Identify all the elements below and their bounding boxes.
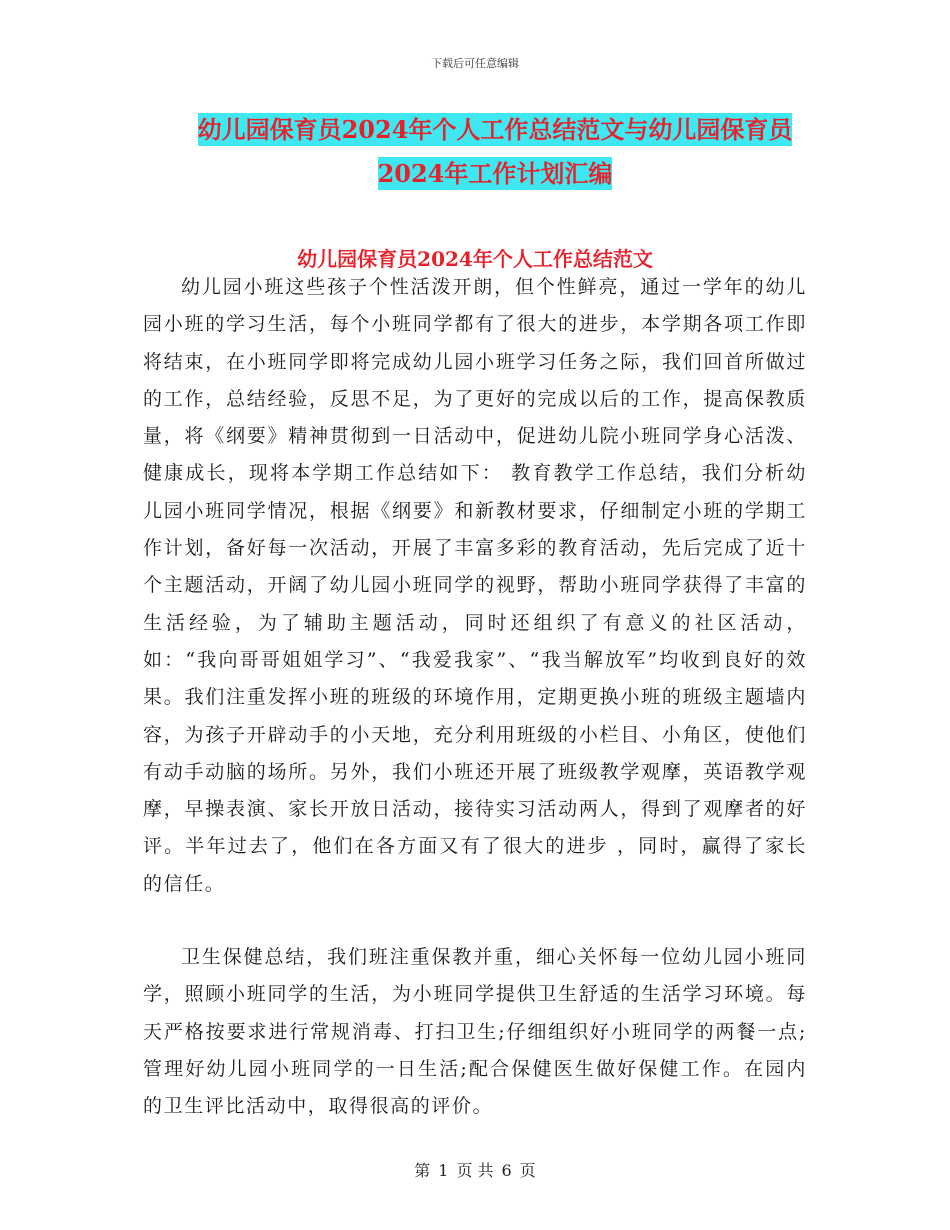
footer-suffix: 页 bbox=[519, 1161, 536, 1180]
page-footer bbox=[0, 1158, 950, 1181]
section-title: 幼儿园保育员2024年个人工作总结范文 bbox=[297, 247, 653, 271]
footer-page-number: 1 bbox=[438, 1161, 449, 1180]
document-title bbox=[170, 108, 820, 196]
paragraph-1: 幼儿园小班这些孩子个性活泼开朗，但个性鲜亮，通过一学年的幼儿园小班的学习生活，每个小班同学都有了很大的进步，本学期各项工作即将结束，在小班同学即将完成幼儿园小班学习任务之际，我们回首所做过的工作，总结经验，反思不足，为了更好的完成以后的工作，提高保教质量，将《纲要》精神贯彻到一日活动中，促进幼儿院小班同学身心活泼、健康成长，现将本学期工作总结如下： 教育教学工作总结，我们分析幼儿园小班同学情况，根据《纲要》和新教材要求，仔细制定小班的学期工作计划，备好每一次活动，开展了丰富多彩的教育活动，先后完成了近十个主题活动，开阔了幼儿园小班同学的视野，帮助小班同学获得了丰富的生活经验，为了辅助主题活动，同时还组织了有意义的社区活动，如：“我向哥哥姐姐学习”、“我爱我家”、“我当解放军”均收到良好的效果。我们注重发挥小班的班级的环境作用，定期更换小班的班级主题墙内容，为孩子开辟动手的小天地，充分利用班级的小栏目、小角区，使他们有动手动脑的场所。另外，我们小班还开展了班级教学观摩，英语教学观摩，早操表演、家长开放日活动，接待实习活动两人，得到了观摩者的好评。半年过去了，他们在各方面又有了很大的进步 ，同时，赢得了家长的信任。 bbox=[143, 276, 807, 895]
footer-page-total: 6 bbox=[501, 1161, 512, 1180]
paragraph-2: 卫生保健总结，我们班注重保教并重，细心关怀每一位幼儿园小班同学，照顾小班同学的生活，为小班同学提供卫生舒适的生活学习环境。每天严格按要求进行常规消毒、打扫卫生;仔细组织好小班同学的两餐一点;管理好幼儿园小班同学的一日生活;配合保健医生做好保健工作。在园内的卫生评比活动中，取得很高的评价。 bbox=[143, 946, 807, 1118]
document-title-text: 幼儿园保育员2024年个人工作总结范文与幼儿园保育员2024年工作计划汇编 bbox=[197, 115, 793, 188]
footer-mid: 页 共 bbox=[456, 1161, 494, 1180]
header-note: 下载后可任意编辑 bbox=[431, 57, 519, 70]
footer-prefix: 第 bbox=[414, 1161, 431, 1180]
